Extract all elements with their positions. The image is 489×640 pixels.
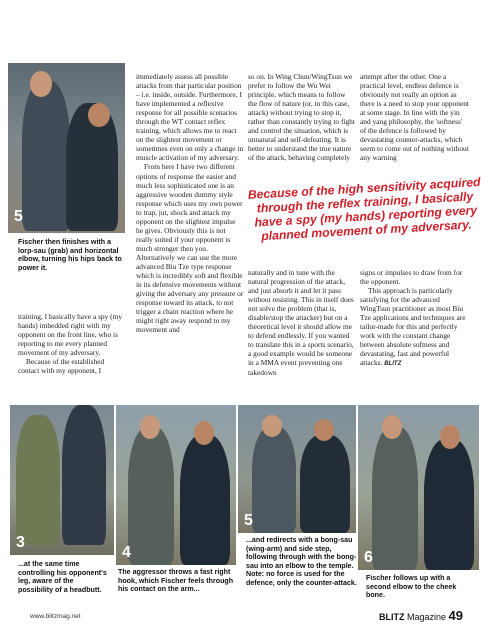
caption-top: Fischer then finishes with a lorp-sau (grab) and horizontal elbow, turning his hips back to power it.: [18, 238, 122, 272]
photo-5: [238, 405, 356, 533]
paragraph: immediately assess all possible attacks from that particular position – i.e. inside, outside. Furthermore, I have implemented a reflexive response for all possible scenarios through the WT contact reflex training, which allows me to react on the slightest movement or sometimes even on only a change in muscle activation of my adversary.: [136, 72, 244, 163]
fighter-figure: [372, 427, 418, 570]
caption-6: Fischer follows up with a second elbow to the cheek bone.: [366, 574, 457, 600]
paragraph: Because of the established contact with my opponent, I: [18, 357, 105, 376]
fighter-head: [194, 421, 214, 445]
paragraph: training, I basically have a spy (my hands) imbedded right with my opponent on the front line, who is reporting to me every planned movement of my adversary.: [18, 312, 123, 358]
photo-number: 5: [244, 512, 253, 529]
photo-3: [10, 405, 114, 555]
fighter-figure: [22, 81, 70, 231]
footer-url: www.blitzmag.net: [30, 613, 81, 620]
text-column-4-top: [360, 72, 470, 162]
paragraph: [360, 286, 470, 369]
photo-number: 5: [14, 208, 23, 225]
text-column-4-bottom: [360, 268, 470, 370]
top-margin: [0, 0, 489, 50]
fighter-figure: [300, 435, 350, 533]
fighter-figure: [424, 439, 474, 570]
text-column-3-top: [248, 72, 356, 162]
photo-top: [8, 63, 125, 233]
fighter-figure: [128, 427, 174, 565]
fighter-head: [140, 415, 160, 439]
fighter-head: [440, 425, 460, 449]
page-number: 49: [448, 608, 463, 623]
fighter-figure: [180, 435, 230, 565]
photo-number: 6: [364, 549, 373, 566]
fighter-head: [382, 415, 402, 439]
fighter-figure: [252, 427, 296, 533]
fighter-figure: [62, 405, 106, 545]
footer-brand: BLITZ: [378, 612, 405, 622]
paragraph: naturally and in tune with the natural progression of the attack, and just absorb it and let it pass without resisting. This in itself does not solve the problem (that is, disable/stop the attacker) but on a theoretical level it should allow me to defend endlessly. If you wanted to translate this in a sports scenario, a good example would be someone in a MMA event preventing one takedown: [248, 268, 354, 377]
fighter-head: [314, 419, 334, 441]
blitz-end-mark: BLITZ: [384, 361, 402, 368]
photo-4: [116, 405, 236, 565]
fighter-head: [262, 415, 282, 437]
fighter-head: [30, 71, 52, 97]
text-column-2: [136, 72, 244, 334]
paragraph: signs or impulses to draw from for the opponent.: [360, 268, 463, 287]
photo-number: 4: [122, 544, 131, 561]
photo-number: 3: [16, 534, 25, 551]
pull-quote: Because of the high sensitivity acquired through the reflex training, I basically have a spy (my hands) reporting every planned movement of my adversary.: [247, 174, 481, 244]
paragraph: From here I have two different options of response the easier and much less sophisticated one is an aggressive wooden dummy style response which uses my own power to trap, jut, shock and attack my opponent on the slightest impulse he gives. Obviously this is not really suited if your opponent is much stronger then you. Alternatively we can use the more advanced Biu Tze type response which is incredibly soft and flexible in its defensive movements without giving the adversary any pressure or response toward its attack, to not trigger a chain reaction where he might right away respond to my movement and: [136, 162, 244, 335]
fighter-head: [88, 103, 110, 127]
fighter-figure: [16, 415, 60, 545]
caption-3: ...at the same time controlling his opponent's leg, aware of the possibility of a headbutt.: [18, 560, 107, 594]
footer-page-info: [379, 608, 463, 623]
paragraph: so on. In Wing Chun/WingTsun we prefer to follow the Wu Wei principle, which means to follow the flow of nature (or, in this case, attack) without trying to stop it, rather than constantly trying to fight and control the situation, which is unnatural and self-defeating. It is better to understand the true nature of the attack, behaving completely: [248, 72, 355, 163]
paragraph: attempt after the other. One a practical level, endless defence is obviously not really an option as there is a need to stop your opponent at some stage. In line with the yin and yang philosophy, the 'softness' of the defence is followed by devastating counter-attacks, which seem to come out of nothing without any warning: [360, 72, 469, 163]
paragraph-text: This approach is particularly satisfying for the advanced WingTsun practitioner as most Biu Tze applications and techniques are tailor-made for this and perfectly work with the constant change between absolute softness and devastating, fast and powerful attacks.: [360, 286, 466, 368]
caption-4: The aggressor throws a fast right hook, which Fischer feels through his contact on the arm...: [118, 568, 234, 594]
text-column-3-bottom: [248, 268, 356, 377]
caption-5: ...and redirects with a bong-sau (wing-arm) and side step, following through with the bong-sau into an elbow to the temple. Note: no force is used for the defence, only the counter-attack.: [246, 536, 357, 587]
footer-magazine: Magazine: [406, 612, 447, 622]
text-column-1: [18, 312, 123, 375]
photo-6: [358, 405, 479, 570]
